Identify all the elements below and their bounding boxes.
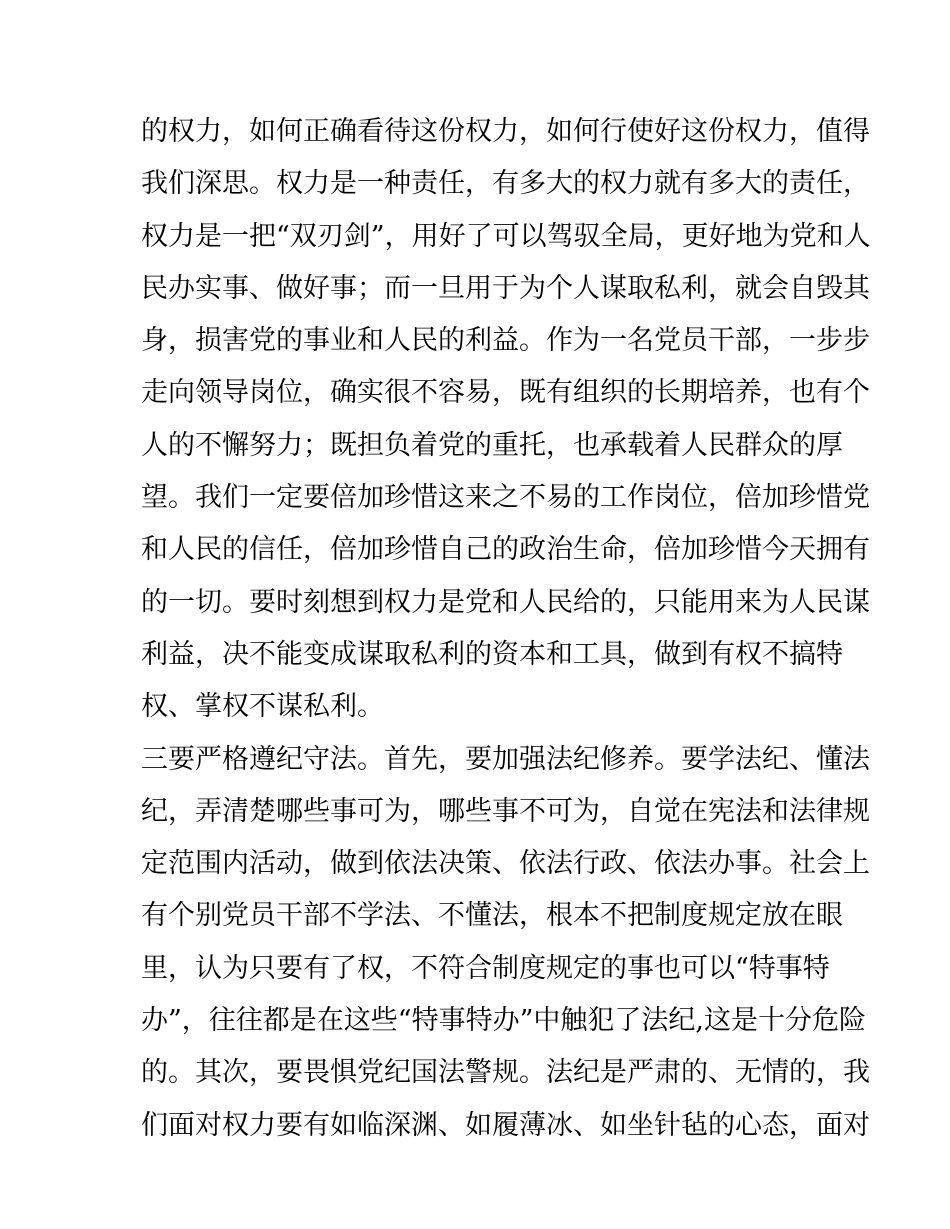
text-line: 人的不懈努力；既担负着党的重托，也承载着人民群众的厚 [141, 429, 843, 461]
text-line: 的一切。要时刻想到权力是党和人民给的，只能用来为人民谋 [141, 586, 870, 618]
text-line: 有个别党员干部不学法、不懂法，根本不把制度规定放在眼 [141, 900, 843, 932]
text-line: 望。我们一定要倍加珍惜这来之不易的工作岗位，倍加珍惜党 [141, 482, 870, 514]
text-line: 民办实事、做好事；而一旦用于为个人谋取私利，就会自毁其 [141, 272, 870, 304]
text-line: 走向领导岗位，确实很不容易，既有组织的长期培养，也有个 [141, 377, 870, 409]
text-line: 纪，弄清楚哪些事可为，哪些事不可为，自觉在宪法和法律规 [141, 795, 870, 827]
text-line: 三要严格遵纪守法。首先，要加强法纪修养。要学法纪、懂法 [141, 743, 870, 775]
text-line: 身，损害党的事业和人民的利益。作为一名党员干部，一步步 [141, 325, 870, 357]
text-line: 定范围内活动，做到依法决策、依法行政、依法办事。社会上 [141, 848, 870, 880]
text-line: 权力是一把“双刃剑”，用好了可以驾驭全局，更好地为党和人 [141, 220, 871, 252]
text-line: 办”，往往都是在这些“特事特办”中触犯了法纪,这是十分危险 [141, 1005, 866, 1037]
text-line: 和人民的信任，倍加珍惜自己的政治生命，倍加珍惜今天拥有 [141, 534, 870, 566]
body-text [141, 106, 871, 1152]
text-line: 利益，决不能变成谋取私利的资本和工具，做到有权不搞特 [141, 638, 843, 670]
text-line: 的权力，如何正确看待这份权力，如何行使好这份权力，值得 [141, 116, 870, 147]
text-line: 里，认为只要有了权，不符合制度规定的事也可以“特事特 [141, 952, 830, 984]
text-line: 权、掌权不谋私利。 [141, 691, 384, 723]
text-line: 的。其次，要畏惧党纪国法警规。法纪是严肃的、无情的，我 [141, 1057, 870, 1089]
text-line: 我们深思。权力是一种责任，有多大的权力就有多大的责任， [141, 168, 870, 200]
text-line: 们面对权力要有如临深渊、如履薄冰、如坐针毡的心态，面对 [141, 1109, 870, 1141]
